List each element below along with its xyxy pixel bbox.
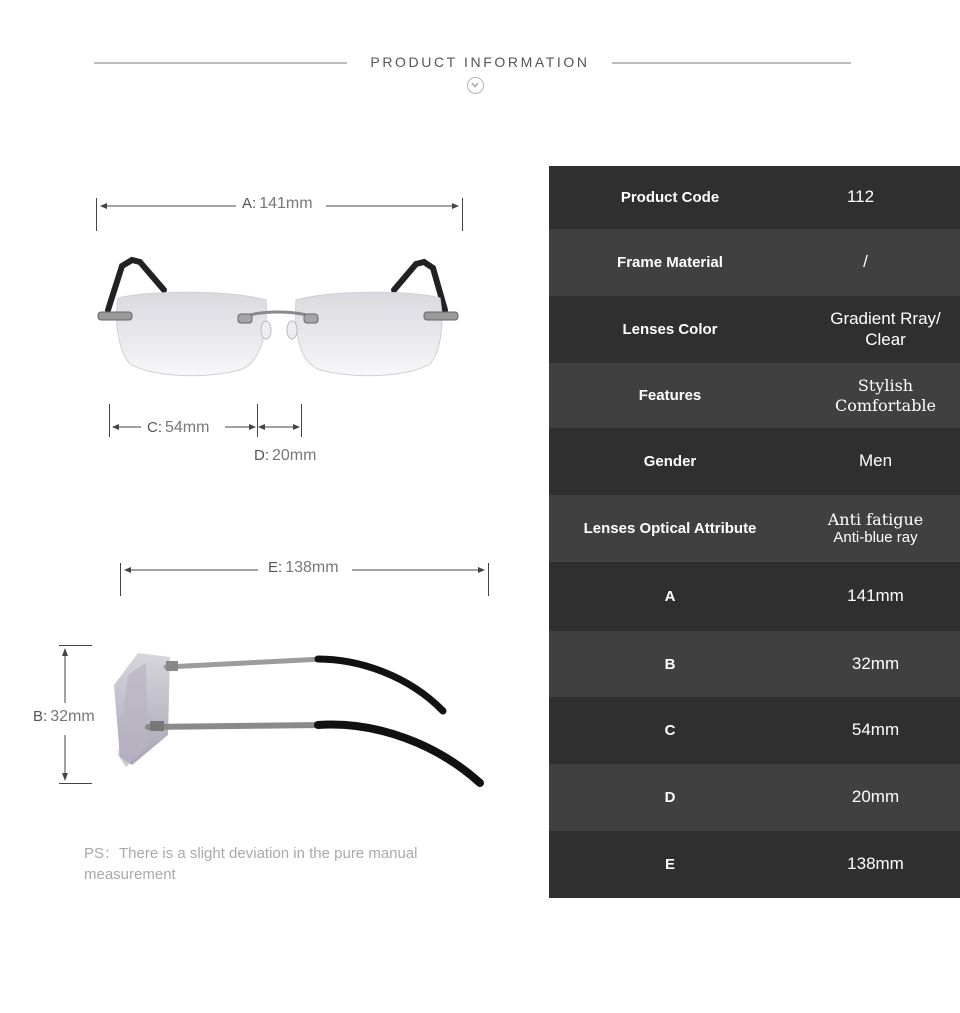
glasses-front-image [90,250,470,390]
spec-label: D [664,789,676,806]
spec-value-secondary: Anti-blue ray [833,529,918,547]
dimension-b-label [33,708,95,726]
spec-label: Lenses Color [622,321,718,338]
spec-value: 32mm [851,653,900,673]
spec-row-product-code [549,166,960,229]
spec-label: Product Code [620,189,720,206]
spec-label: E [664,856,675,873]
spec-row-gender [549,428,960,495]
spec-row-features [549,363,960,428]
spec-value: 54mm [851,720,900,740]
dimension-a-key: A: [242,195,257,212]
measurement-note: PS：There is a slight deviation in the pure manual measurement [84,845,418,883]
spec-value: 20mm [851,787,900,807]
spec-value: 112 [846,187,875,207]
dimension-b-key: B: [33,708,48,725]
dimension-c-value: 54mm [165,419,210,436]
dimension-e-key: E: [268,559,283,576]
spec-label: Gender [643,453,697,470]
spec-label: B [664,655,676,673]
spec-value: Stylish Comfortable [834,376,937,415]
spec-row-optical-attribute [549,495,960,562]
spec-row-b [549,631,960,697]
spec-label: C [664,722,676,739]
dimension-a-label [242,195,313,213]
spec-value: Anti fatigue [827,509,924,529]
spec-row-c [549,697,960,764]
dimension-e-value: 138mm [285,559,339,576]
spec-row-lenses-color [549,296,960,363]
spec-row-a [549,562,960,631]
spec-value: / [863,252,868,272]
dimension-c-label [147,419,209,437]
spec-row-frame-material [549,229,960,296]
spec-value-group [791,510,960,547]
dimension-a-value: 141mm [259,195,313,212]
spec-label: Lenses Optical Attribute [583,520,757,537]
spec-label: Frame Material [617,254,723,271]
dimension-d-value: 20mm [272,447,317,464]
spec-value: Men [858,451,893,471]
spec-table [549,166,960,898]
dimension-b-value: 32mm [50,708,95,725]
chevron-down-icon [467,77,484,94]
spec-label: A [664,588,676,605]
dimension-d-key: D: [254,447,269,464]
spec-value: 141mm [847,586,904,606]
spec-row-e [549,831,960,898]
spec-row-d [549,764,960,831]
spec-value: 138mm [847,854,904,874]
dimension-d-label [254,447,316,465]
dimension-e-label [268,559,339,577]
section-title: PRODUCT INFORMATION [370,54,590,70]
spec-value: Gradient Rray/ Clear [830,309,941,349]
glasses-side-image [108,645,493,800]
spec-label: Features [638,387,702,404]
dimension-c-key: C: [147,419,162,436]
